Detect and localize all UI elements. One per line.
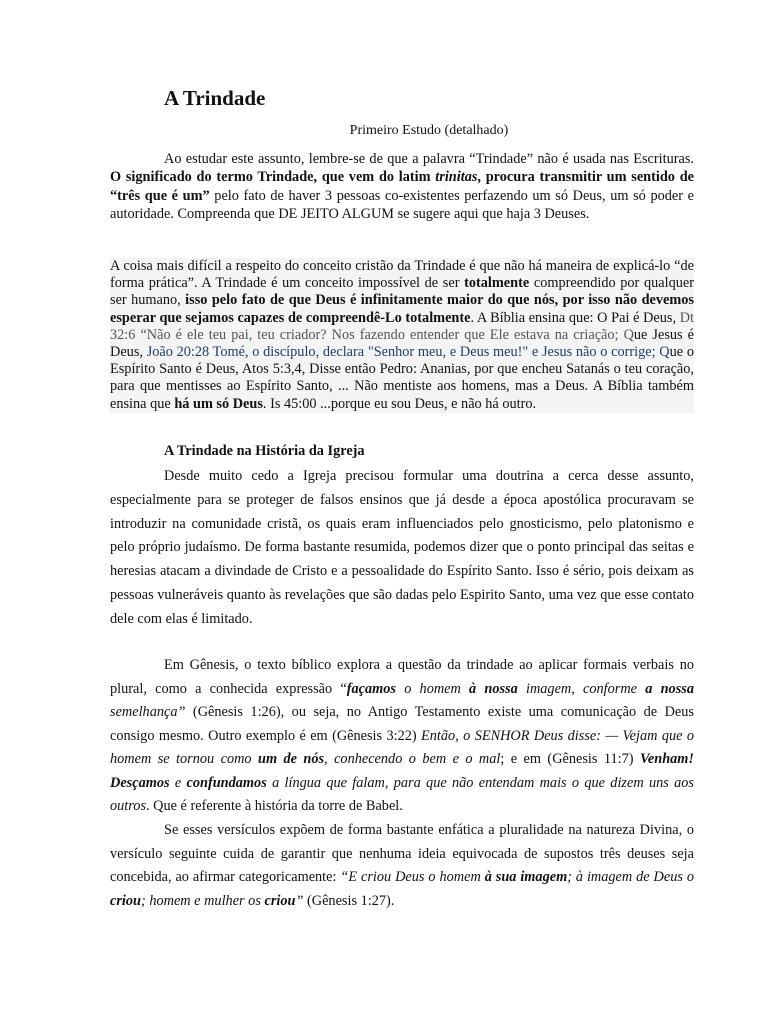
scripture-reference: Dt 32:6 “Não é ele teu pai, teu criador? Nos fazendo entender que Ele estava na criação; Q [110, 309, 694, 343]
text: (Gênesis 1:27). [303, 892, 395, 909]
bold-italic-text: façamos [346, 680, 396, 697]
section-heading: A Trindade na História da Igreja [164, 443, 365, 459]
text: ; e em (Gênesis 11:7) [500, 751, 640, 767]
text: pelo fato de haver 3 pessoas co-existentes perfazendo um só Deus, um só poder e autoridade. Compreenda que DE JEITO ALGUM se sugere aqui que haja 3 Deuses. [110, 187, 694, 222]
text: Em Gênesis, o texto bíblico explora a questão da trindade ao aplicar formais verbais no plural, como a conhecida expressão “ [110, 657, 694, 697]
bold-text: isso pelo fato de que Deus é infinitamente maior do que nós, por isso não devemos esperar que sejamos capazes de compreendê-Lo totalmente [110, 292, 694, 326]
italic-text: “E criou Deus o homem [340, 869, 485, 885]
italic-text: o homem [395, 680, 470, 697]
text: ue o Espírito Santo é Deus, Atos 5:3,4, Disse então Pedro: Ananias, por que encheu Satanás o teu coração, para que mentisses ao Espírito Santo, ... Não mentiste aos homens, mas a Deus. A Bíblia também ensina que [110, 344, 695, 412]
text: . A Bíblia ensina que: O Pai é Deus, [470, 309, 680, 326]
text: A coisa mais difícil a respeito do conceito cristão da Trindade é que não há maneira de explicá-lo “de forma prática”. A Trindade é um conceito impossível de ser [110, 258, 694, 292]
paragraph-genesis [110, 654, 694, 819]
italic-text: ” [295, 892, 304, 909]
paragraph-intro [110, 150, 694, 223]
bold-text: , procura transmitir um sentido de “três que é um” [110, 169, 694, 204]
bold-italic-text: à sua imagem [484, 869, 568, 885]
paragraph-conclusion [110, 819, 694, 913]
text: ue Jesus é Deus, [110, 326, 694, 361]
bold-text: O significado do termo Trindade, que vem do latim [110, 169, 436, 186]
bold-text: há um só Deus [174, 395, 263, 412]
italic-text: semelhança” [110, 704, 186, 720]
italic-text: , conhecendo o bem e o mal [324, 751, 501, 767]
text: Ao estudar este assunto, lembre-se de que a palavra “Trindade” não é usada nas Escrituras. [164, 151, 694, 167]
italic-text: e [169, 774, 187, 791]
bold-italic-text: à nossa [469, 680, 518, 697]
paragraph-difficulty [110, 258, 694, 413]
bold-italic-text: um de nós [258, 751, 325, 767]
text: compreendido por qualquer ser humano, [110, 275, 694, 309]
bold-italic-text: criou [110, 892, 141, 909]
scripture-reference: João 20:28 Tomé, o discípulo, declara "Senhor meu, e Deus meu!" e Jesus não o corrige; Q [146, 344, 670, 361]
document-title: A Trindade [164, 86, 266, 110]
paragraph-history: Desde muito cedo a Igreja precisou formular uma doutrina a cerca desse assunto, especialmente para se proteger de falsos ensinos que já desde a época apostólica procuravam se introduzir na comunidade cristã, os quais eram influenciados pelo gnosticismo, pelo platonismo e pelo próprio judaísmo. De forma bastante resumida, podemos dizer que o ponto principal das seitas e heresias atacam a divindade de Cristo e a pessoalidade do Espírito Santo. Isso é sério, pois deixam as pessoas vulneráveis quanto às revelações que são dadas pelo Espirito Santo, uma vez que esse contato dele com elas é limitado. [110, 468, 694, 627]
italic-text: a língua que falam, para que não entendam mais o que dizem uns aos outros [110, 774, 694, 814]
text: Se esses versículos expõem de forma bastante enfática a pluralidade na natureza Divina, o versículo seguinte cuida de garantir que nenhuma ideia equivocada de supostos três deuses seja concebida, ao afirmar categoricamente: [110, 822, 694, 885]
bold-italic-text: a nossa [645, 680, 694, 697]
bold-italic-text: Venham! Desçamos [110, 751, 694, 791]
italic-text: ; homem e mulher os [140, 892, 265, 909]
bold-italic-text: trinitas [435, 169, 478, 186]
italic-text: Então, o SENHOR Deus disse: — Vejam que o homem se tornou como [110, 727, 694, 767]
bold-text: totalmente [464, 275, 530, 292]
bold-italic-text: criou [264, 892, 296, 909]
text: . Is 45:00 ...porque eu sou Deus, e não há outro. [262, 395, 537, 412]
document-subtitle: Primeiro Estudo (detalhado) [349, 123, 509, 138]
italic-text: imagem, conforme [517, 680, 646, 697]
text: . Que é referente à história da torre de Babel. [146, 798, 403, 814]
text: (Gênesis 1:26), ou seja, no Antigo Testamento existe uma comunicação de Deus consigo mesmo. Outro exemplo é em (Gênesis 3:22) [110, 704, 694, 744]
bold-italic-text: confundamos [186, 774, 267, 791]
italic-text: ; à imagem de Deus o [567, 869, 694, 885]
